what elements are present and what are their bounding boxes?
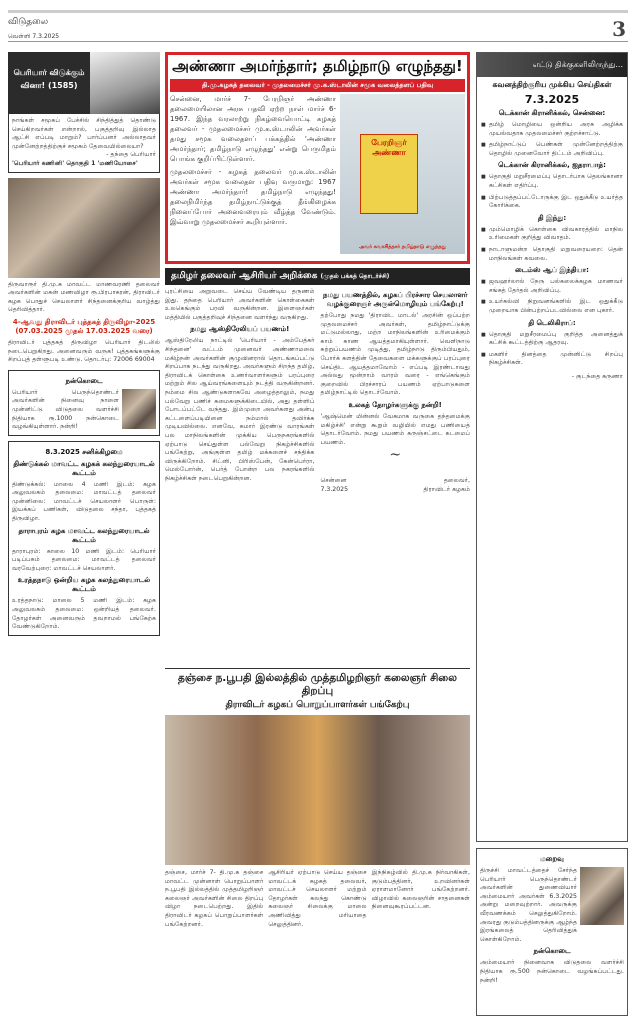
anna-book-image: [340, 94, 465, 254]
digest-item: ■ தமிழ் மொழியை ஒன்றிய அரசு அழிக்க முயல்வதாக முதலமைச்சர் குற்றச்சாட்டு.: [481, 121, 623, 138]
anna-story-box: [165, 52, 470, 264]
digest-sign: - குடந்தை கருணா: [571, 372, 623, 380]
subhead2: திராவிடர் கழகப் பொறுப்பாளர்கள் பங்கேற்பு: [225, 700, 410, 710]
sign-name: தலைவர்,: [443, 477, 470, 485]
digest-item: ■ தொகுதி மறுசீரமைப்பு தொடர்பாக தெலங்கானா கட்சிகள் எதிர்ப்பு.: [481, 173, 623, 190]
donation-title: நன்கொடை: [65, 376, 103, 385]
statement-title: தமிழர் தலைவர் ஆசிரியர் அறிக்கை: [171, 271, 318, 281]
meeting2-title: தாராபுரம் கழக மாவட்ட கலந்துரையாடல் கூட்டம்: [18, 526, 150, 544]
digest-item: ■ மகளிர் தினத்தை முன்னிட்டு சிறப்பு நிகழ்ச்சிகள்.: [481, 351, 623, 368]
statement-title-bar: [165, 268, 470, 285]
digest-date: 7.3.2025: [524, 93, 580, 106]
periyar-book: 'பெரியார் கணினி' தொகுதி 1 'மணியோசை': [12, 159, 138, 167]
paper-name: விடுதலை: [8, 17, 49, 27]
story2a-text: தஞ்சை, மார்ச் 7- தி.மு.க தஞ்சை மாவட்ட முன்னாள் பொறுப்பாளர் ந.பூபதி இல்லத்தில் முத்தமிழறிஞர் கலைஞர் அவர்களின் சிலை திறப்பு விழா நடைபெற்றது. இதில் திராவிடர் கழகப் பொறுப்பாளர்கள் பங்கேற்றனர்.: [165, 869, 264, 928]
digest-section-heading: டைம்ஸ் ஆப் இந்தியா:: [515, 266, 589, 275]
page-number: 3: [612, 17, 626, 41]
book-caption: அவர் சுவாசித்தார் தமிழ்நாடு எழுந்தது: [358, 244, 447, 250]
lead2-text: முதலமைச்சர் - கழகத் தலைவர் மு.க.ஸ்டாலின் அவர்கள் சமூக வலைதள பதிவு வருமாறு: 1967 அண்ணா அமர்ந்தார்! தமிழ்நாடு எழுந்தது! தலைநிமிர்ந்த தமிழ்நாட்டுக்குத் தீங்கிழைக்க நினைப்போர் அனைவரையும் வீழ்த்த வேண்டும். இவ்வாறு முதலமைச்சர் கூறியுள்ளார்.: [170, 168, 336, 226]
periyar-sign: - தந்தை பெரியார்: [106, 151, 156, 159]
news-digest: [476, 52, 628, 842]
left-column: [8, 52, 160, 1017]
statue-story: [165, 668, 470, 929]
obituary-text: திருச்சி மாவட்டத்தைச் சேர்ந்த பெரியார் பெருந்தொண்டர் அவர்களின் துணைவியார் அம்மையார் அவர்கள் 6.3.2025 அன்று மறைவுற்றார். அவருக்கு வீரவணக்கம் செலுத்துகிறோம். அவரது குடும்பத்தினருக்கு ஆழ்ந்த இரங்கலைத் தெரிவித்துக் கொள்கிறோம்.: [480, 867, 577, 943]
story2c-text: இந்நிகழ்வில் தி.மு.க நிர்வாகிகள், குடும்பத்தினர், உறவினர்கள் ஏராளமானோர் பங்கேற்றனர். விழாவில் கலைஞரின் சாதனைகள் நினைவுகூரப்பட்டன.: [371, 869, 470, 911]
issue-date: வெள்ளி 7.3.2025: [8, 33, 60, 40]
wedding-photo: [8, 178, 160, 278]
col2-subhead: நமது பயணத்தில், கழகப் பிரச்சார செயலாளர் வழக்குரைஞர் அருள்மொழியும் பங்கேற்பு!: [323, 291, 468, 308]
headline2: தஞ்சை ந.பூபதி இல்லத்தில் முத்தமிழறிஞர் கலைஞர் சிலை திறப்பு: [178, 672, 457, 697]
story2b-text: ஆசிரியர் ஏற்பாடு செய்ய தஞ்சை மாவட்டக் கழகத் தலைவர், மாவட்டச் செயலாளர் மற்றும் தோழர்கள் கலந்து கொண்டு கலைஞர் சிலைக்கு மாலை அணிவித்து மரியாதை செலுத்தினர்.: [268, 869, 367, 928]
sign-place: சென்னை: [320, 477, 347, 485]
periyar-text: நாங்கள் சமூகப் பேச்சில் சிந்தித்துத் தொண்டு செய்கிறவர்கள் என்றால், பகுத்தறிவு இல்லாத ஆட்சி எப்படி மாறும்? பார்ப்பனர் அல்லாதவர் முன்னேற்றத்திற்குச் சமூகம் தேவையில்லையா?: [12, 117, 156, 150]
digest-banner: எட்டு திக்குகளிலிருந்து...: [477, 53, 627, 77]
obituary-box: [476, 848, 628, 1016]
thanks-title: நன்கொடை: [533, 947, 571, 956]
periyar-question-box: [8, 52, 160, 114]
digest-item: ■ பிற்படுத்தப்பட்டோருக்கு இட ஒதுக்கீடு உயர்த்த கோரிக்கை.: [481, 194, 623, 211]
statement-tag: (முதல் பக்கத் தொடர்ச்சி): [320, 273, 390, 280]
thanks-text: அம்மையார் நினைவாக விடுதலை வளர்ச்சி நிதியாக ரூ.500 நன்கொடை வழங்கப்பட்டது. நன்றி!: [480, 959, 624, 984]
event-text: திராவிடர் புத்தகத் திருவிழா பெரியார் திடலில் நடைபெறுகிறது. அனைவரும் வருக! புத்தகங்களுக்கு சிறப்புத் தள்ளுபடி உண்டு. தொடர்பு: 72006 69004: [8, 338, 160, 364]
lead-text: சென்னை, மார்ச் 7- பேரறிஞர் அண்ணா தலைமையிலான அரசு பதவி ஏற்ற நாள் மார்ச் 6-1967. இந்த வரலாற்று நிகழ்வையொட்டி கழகத் தலைவர் - முதலமைச்சர் மு.க.ஸ்டாலின் அவர்கள் தமது சமூக வலைதளப் பக்கத்தில் 'அண்ணா அமர்ந்தார்; தமிழ்நாடு எழுந்தது' என்று பெருமிதம் பொங்க குறிப்பிட்டுள்ளார்.: [170, 95, 336, 163]
book-title: பேரறிஞர் அண்ணா: [371, 138, 407, 157]
col1-text: புரட்சியை அறுவடை செய்ய வேண்டிய தருணம் இது. தந்தை பெரியார் அவர்களின் கொள்கைகள் உலகெங்கும் பரவி வருகின்றன. இளைஞர்கள் மத்தியில் பகுத்தறிவுச் சிந்தனை வளர்ந்து வருகிறது.: [165, 288, 315, 321]
col2-subhead2: உலகத் தோழர்களுக்கு நன்றி!: [348, 400, 442, 409]
obituary-photo: [580, 867, 624, 925]
digest-item: ■ தமிழ்நாட்டுப் பெண்கள் முன்னேற்றத்திற்கு தொழில் முனைவோர் திட்டம் அறிவிப்பு.: [481, 141, 623, 158]
digest-item: ■ தொகுதி மறுசீரமைப்பு குறித்த அனைத்துக் கட்சிக் கூட்டத்திற்கு ஆதரவு.: [481, 331, 623, 348]
digest-item: ■ ஜவஹர்லால் நேரு பல்கலைக்கழக மாணவர் சங்கத் தேர்தல் அறிவிப்பு.: [481, 278, 623, 295]
digest-section-heading: டெக்கான் கிரானிக்கல், ஐதராபாத்:: [498, 161, 606, 170]
statue-photo: [165, 715, 470, 865]
signature: ~: [389, 447, 402, 464]
periyar-title: பெரியார் விடுக்கும் வினா! (1585): [13, 68, 85, 90]
digest-section-heading: டெக்கான் கிரானிக்கல், சென்னை:: [498, 109, 606, 117]
subhead: தி.மு.கழகத் தலைவர் - முதலமைச்சர் மு.க.ஸ்டாலின் சமூக வலைத்தளப் பதிவு: [170, 79, 465, 92]
digest-item: ■ மும்மொழிக் கொள்கை விவகாரத்தில் மாநில உரிமைகள் குறித்து விவாதம்.: [481, 226, 623, 243]
page-header: [8, 10, 628, 42]
meeting3-text: உரத்தநாடு: மாலை 5 மணி இடம்: கழக அலுவலகம் தலைமை: ஒன்றியத் தலைவர். தோழர்கள் அனைவரும் தவறாமல் பங்கேற்க வேண்டுகிறோம்.: [12, 597, 156, 631]
col1b-text: ஆஸ்திரேலிய நாட்டில் 'பெரியார் - அம்பேத்கர் சிந்தனை' வட்டம் முனைவர் அண்ணாமலை மகிழ்நன் அவர்களின் குழுவினரால் தொடங்கப்பட்டு சிறப்பாக நடந்து வருகிறது. அவர்களும் சிறந்த தமிழ், திராவிடக் கொள்கை உணர்வாளர்களும் பரப்புரை மற்றும் சில ஆய்வரங்களையும் நடத்தி வருகின்றனர். நம்மை சில ஆண்டுகளாகவே அழைத்தாலும், நமது பல்வேறு பணிச் சுமைகளுக்கிடையில், அது தள்ளிப் போடப்பட்டே வந்தது. இம்முறை அவர்களது அன்பு கட்டளைப்படியினை நம்மால் தவிர்க்க முடியவில்லை. எனவே, சுமார் இரண்டு வாரங்கள் பல மாநிலங்களின் முக்கிய பெருநகரங்களில் ஏற்பாடு செய்துள்ள பல்வேறு நிகழ்ச்சிகளில் பங்கேற்று, அங்குள்ள தமிழ் மக்களைச் சந்திக்க விருக்கிறோம். சிட்னி, பிரிஸ்பேன், கேன்பெர்ரா, மெல்போர்ன், பெர்த் போன்ற பல நகரங்களில் நிகழ்ச்சிகள் நடைபெறுகின்றன.: [165, 337, 315, 482]
meeting-title: திண்டுக்கல் மாவட்ட கழகக் கலந்துரையாடல் கூட்டம்: [13, 459, 155, 477]
donor-photo: [122, 389, 156, 429]
col1-subhead: நமது ஆஸ்திரேலியப் பயணம்!: [190, 325, 290, 334]
photo-caption: திருவாரூர் தி.மு.க மாவட்ட மாணவரணி தலைவர் அவர்களின் மகன் மணவிழா ரூ.பிரபாகரன், திராவிடர் கழக பொதுச் செயலாளர் சிந்தனைக்குரிய வாழ்த்து தெரிவித்தார்.: [8, 280, 160, 314]
obituary-title: மறைவு: [540, 855, 564, 863]
sign-org: திராவிடர் கழகம்: [423, 485, 470, 493]
digest-title: கவனத்திற்குரிய முக்கிய செய்திகள்: [492, 80, 612, 89]
sign-date: 7.3.2025: [320, 485, 349, 493]
meeting-date: 8.3.2025 சனிக்கிழமை: [45, 447, 123, 456]
donation-text: பெரியார் பெருந்தொண்டர் அவர்களின் நினைவு நாளை முன்னிட்டு விடுதலை வளர்ச்சி நிதியாக ரூ.1000 நன்கொடை வழங்கியுள்ளார். நன்றி!: [12, 388, 119, 431]
headline: அண்ணா அமர்ந்தார்; தமிழ்நாடு எழுந்தது!: [172, 57, 463, 75]
col2b-text: 'ஆஷ்மென் மின்னல் வேகமாக வருகை தந்தமைக்கு மகிழ்ச்சி' என்று கூறும் வழியில் எமது பணியைத் தொடர்வோம். நமது பயணம் கருஞ்சட்டை கடமைப் பயணம்.: [320, 412, 470, 446]
meeting-text: திண்டுக்கல்: மாலை 4 மணி இடம்: கழக அலுவலகம் தலைமை: மாவட்டத் தலைவர் முன்னிலை: மாவட்டச் செயலாளர் பொருள்: இயக்கப் பணிகள், விடுதலை சந்தா, புத்தகத் திருவிழா.: [12, 480, 156, 523]
digest-item: ■ நாடாளுமன்ற தொகுதி மறுவரையறை: தென் மாநிலங்கள் கவலை.: [481, 246, 623, 263]
statement-section: [165, 268, 470, 663]
periyar-photo: [90, 52, 160, 114]
digest-section-heading: தி டெலிகிராப்:: [528, 318, 576, 327]
digest-section-heading: தி இந்து:: [537, 213, 567, 222]
meeting2-text: தாராபுரம்: காலை 10 மணி இடம்: பெரியார் படிப்பகம் தலைமை: மாவட்டத் தலைவர் வரவேற்புரை: மாவட்டச் செயலாளர்.: [12, 547, 156, 572]
event-title: 4-ஆவது திராவிடர் புத்தகத் திருவிழா-2025 (07.03.2025 முதல் 17.03.2025 வரை): [12, 317, 156, 335]
col2-text: தற்போது நமது 'திராவிட மாடல்' அரசின் ஒப்பற்ற முதலமைச்சர் அவர்கள், தமிழ்நாட்டுக்கு மட்டுமல்லாது, மற்ற மாநிலங்களின் உரிமைக்கும் காம் காண ஆயத்தமாகியுள்ளார். வெளிநாடு சுற்றுப்பயணம் முடித்து, தமிழ்நாடு திரும்பியதும், போர்க் களத்தின் தேவைகளை மக்களுக்குப் பரப்புரை செய்திட ஆயத்தமாவோம் - எப்படி இரண்டாவது அல்லது மூன்றாம் வாரம் வரை - எங்கெங்கும் குறைவில் பிரச்சாரப் பயணம் ஏற்பாடுகளை தமிழ்நாட்டில் தொடர்வோம்.: [320, 312, 470, 397]
meeting3-title: உரத்தநாடு ஒன்றிய கழக கலந்துரையாடல் கூட்டம்: [17, 576, 151, 594]
digest-item: ■ உயர்கல்வி நிறுவனங்களில் இட ஒதுக்கீடு முறையாக பின்பற்றப்படவில்லை என புகார்.: [481, 298, 623, 315]
